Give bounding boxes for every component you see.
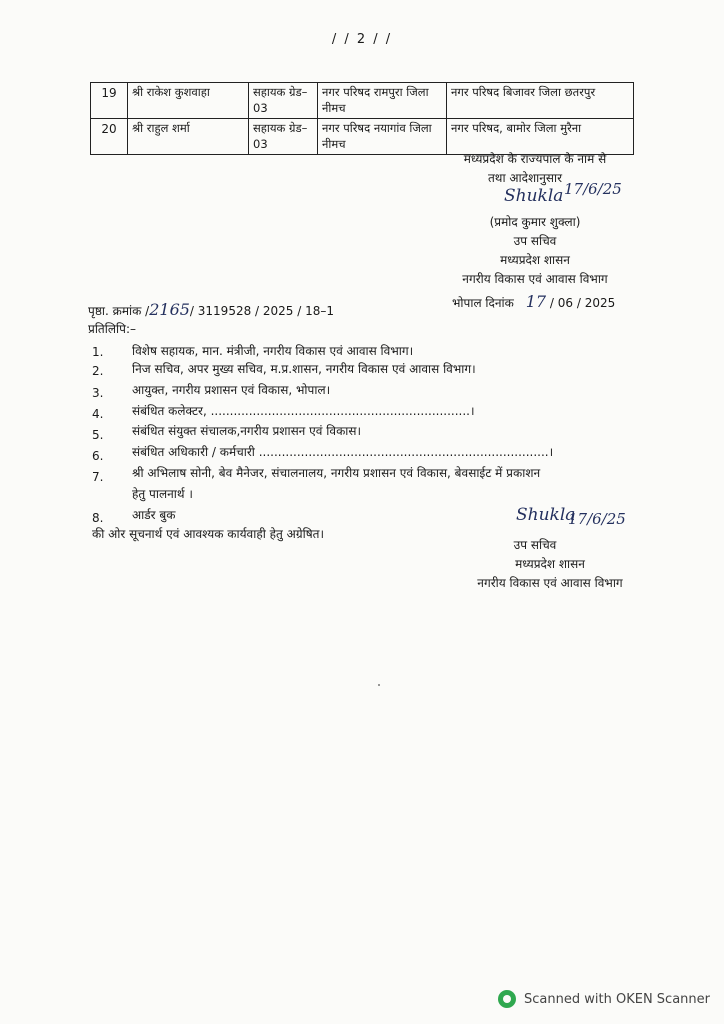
scanner-text: Scanned with OKEN Scanner: [524, 991, 710, 1007]
scanner-watermark: [498, 990, 710, 1008]
oken-logo-icon: [498, 990, 516, 1008]
reference-number: [88, 300, 334, 319]
list-number: 5.: [92, 428, 104, 442]
list-item: संबंधित अधिकारी / कर्मचारी ............................................................................।: [132, 445, 554, 459]
place-date: [452, 292, 615, 311]
cell-new-posting: नगर परिषद बिजावर जिला छतरपुर: [447, 83, 634, 119]
cell-current-posting: नगर परिषद नयागांव जिला नीमच: [318, 119, 447, 155]
transfer-table: [90, 82, 634, 155]
signatory-designation: उप सचिव: [513, 234, 557, 248]
signatory-department: नगरीय विकास एवं आवास विभाग: [462, 272, 608, 286]
cell-name: श्री राहुल शर्मा: [128, 119, 249, 155]
signatory-government: मध्यप्रदेश शासन: [515, 557, 585, 571]
list-number: 7.: [92, 470, 104, 484]
list-number: 1.: [92, 345, 104, 359]
reference-suffix: / 3119528 / 2025 / 18–1: [189, 304, 335, 318]
place-date-prefix: भोपाल दिनांक: [452, 296, 514, 310]
signatory-government: मध्यप्रदेश शासन: [500, 253, 570, 267]
cell-designation: सहायक ग्रेड–03: [249, 83, 318, 119]
signatory-details: [430, 536, 670, 593]
list-number: 3.: [92, 386, 104, 400]
list-item: आर्डर बुक: [132, 508, 176, 522]
reference-prefix: पृष्ठा. क्रमांक /: [88, 304, 150, 318]
signature-date: 17/6/25: [568, 510, 626, 528]
page-number: / / 2 / /: [331, 32, 393, 47]
list-item: श्री अभिलाष सोनी, बेव मैनेजर, संचालनालय, नगरीय प्रशासन एवं विकास, बेवसाईट में प्रकाशन: [132, 466, 541, 480]
cell-designation: सहायक ग्रेड–03: [249, 119, 318, 155]
copy-heading: प्रतिलिपि:–: [88, 322, 136, 336]
list-item: संबंधित कलेक्टर, ....................................................................।: [132, 404, 475, 418]
list-item: हेतु पालनार्थ ।: [132, 487, 193, 501]
cell-serial: 19: [91, 83, 128, 119]
list-item: विशेष सहायक, मान. मंत्रीजी, नगरीय विकास एवं आवास विभाग।: [132, 344, 414, 358]
signature-date: 17/6/25: [564, 180, 622, 198]
signatory-department: नगरीय विकास एवं आवास विभाग: [477, 576, 623, 590]
list-number: 4.: [92, 407, 104, 421]
signatory-name: (प्रमोद कुमार शुक्ला): [489, 215, 581, 229]
date-day: 17: [525, 292, 547, 311]
list-item: निज सचिव, अपर मुख्य सचिव, म.प्र.शासन, नगरीय विकास एवं आवास विभाग।: [132, 362, 476, 376]
order-line-1: मध्यप्रदेश के राज्यपाल के नाम से: [463, 152, 607, 166]
signature: Shukla: [516, 505, 576, 525]
stray-mark: [378, 684, 380, 686]
list-number: 2.: [92, 364, 104, 378]
signatory-details: [430, 213, 640, 289]
signatory-designation: उप सचिव: [513, 538, 557, 552]
table-row: [91, 83, 634, 119]
list-number: 8.: [92, 511, 104, 525]
cell-current-posting: नगर परिषद रामपुरा जिला नीमच: [318, 83, 447, 119]
cell-name: श्री राकेश कुशवाहा: [128, 83, 249, 119]
cell-serial: 20: [91, 119, 128, 155]
date-rest: / 06 / 2025: [549, 296, 616, 310]
order-line-2: तथा आदेशानुसार: [487, 171, 563, 185]
list-item: आयुक्त, नगरीय प्रशासन एवं विकास, भोपाल।: [132, 383, 331, 397]
closing-text: की ओर सूचनार्थ एवं आवश्यक कार्यवाही हेतु अग्रेषित।: [92, 527, 325, 541]
signature: Shukla: [504, 186, 564, 206]
reference-handwritten: 2165: [149, 300, 190, 319]
list-number: 6.: [92, 449, 104, 463]
cell-new-posting: नगर परिषद, बामोर जिला मुरैना: [447, 119, 634, 155]
list-item: संबंधित संयुक्त संचालक,नगरीय प्रशासन एवं विकास।: [132, 424, 362, 438]
